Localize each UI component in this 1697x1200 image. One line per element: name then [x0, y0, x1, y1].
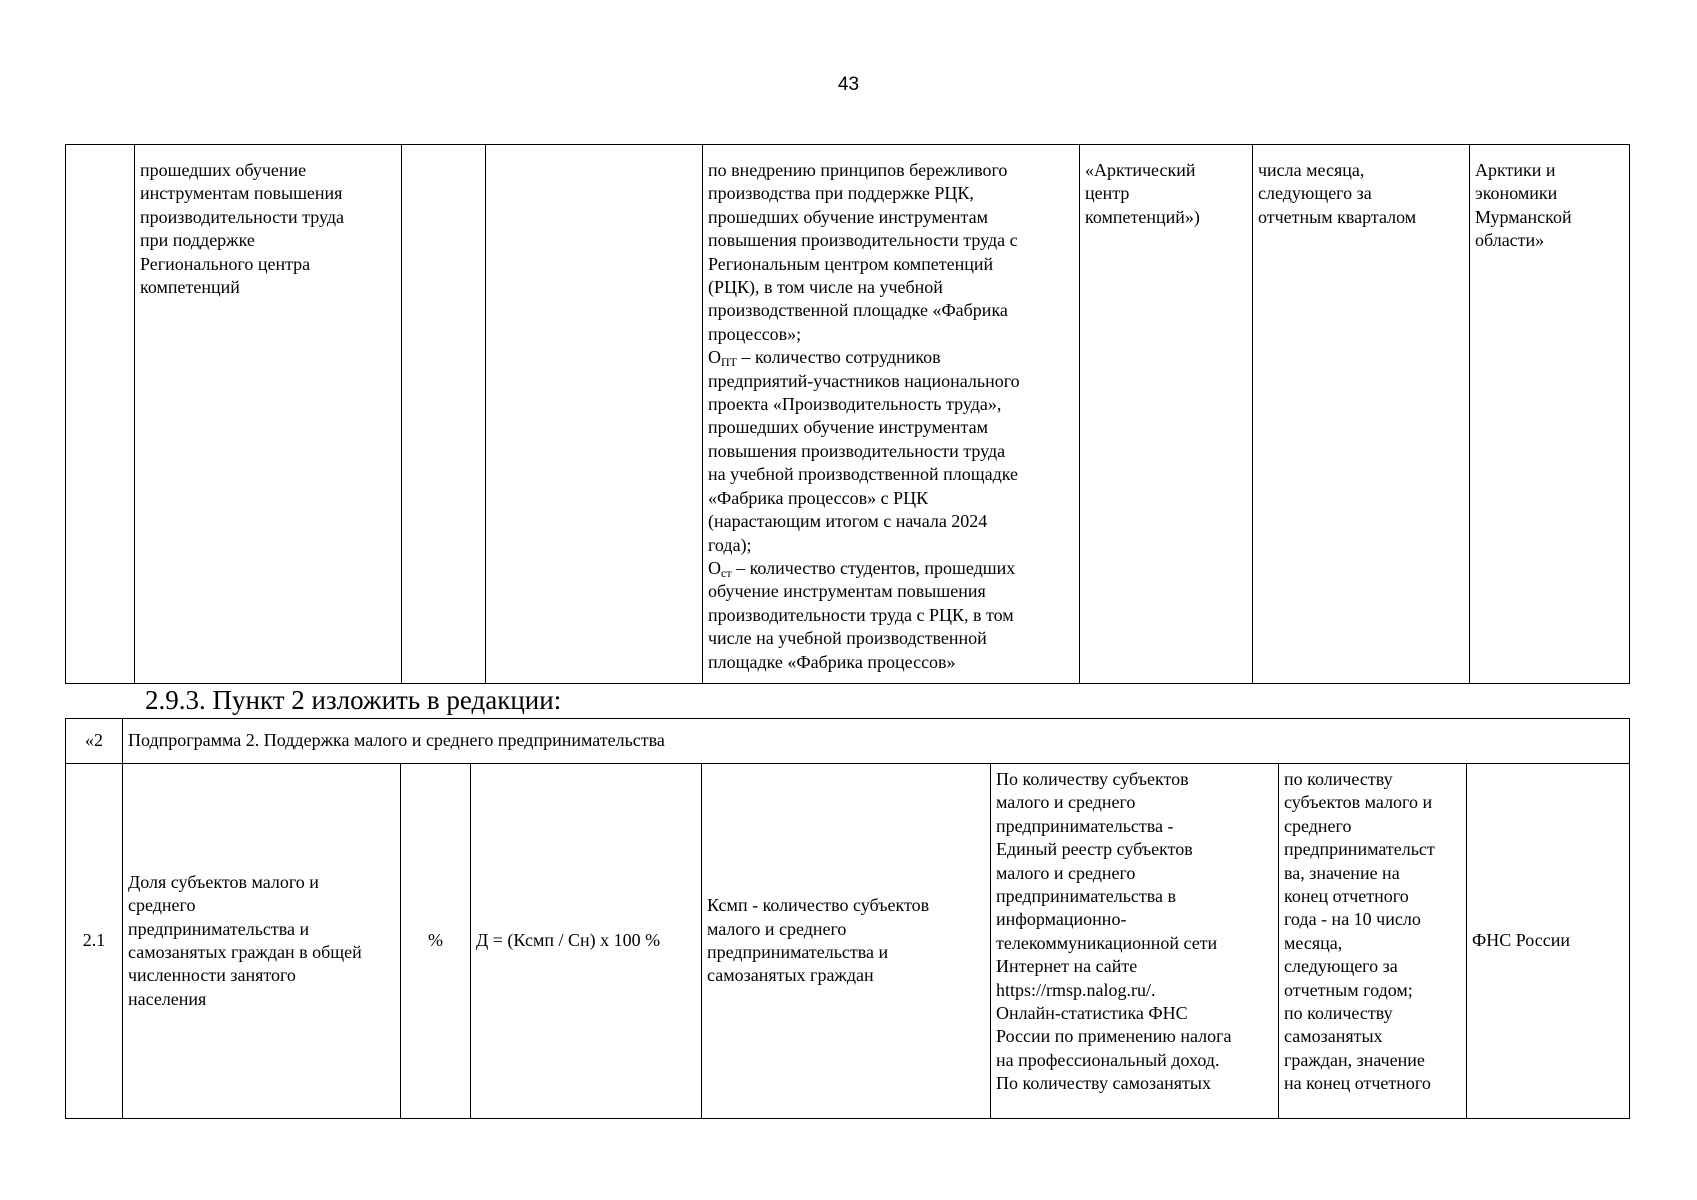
variables-cell [703, 145, 1080, 684]
responsible-cell: ФНС России [1467, 764, 1630, 1119]
table-row [66, 764, 1630, 1119]
row-number-cell: 2.1 [66, 764, 123, 1119]
subprogram-number: «2 [66, 719, 123, 764]
unit-cell [402, 145, 486, 684]
section-heading: 2.9.3. Пункт 2 изложить в редакции: [145, 685, 562, 715]
timing-cell: по количеству субъектов малого и среднего предпринимательст ва, значение на конец отчетного года - на 10 число месяца, следующего за отчетным годом; по количеству самозанятых граждан, значение на конец отчетного [1279, 764, 1467, 1119]
subprogram-row [66, 719, 1630, 764]
subprogram-table [65, 718, 1630, 1119]
variable-opt-letter: О [708, 347, 721, 368]
table-row [66, 145, 1630, 684]
indicator-name-cell: прошедших обучение инструментам повышения производительности труда при поддержке Регионального центра компетенций [135, 145, 402, 684]
variable-opt-subscript: ПТ [721, 355, 737, 370]
indicator-name-cell: Доля субъектов малого и среднего предпринимательства и самозанятых граждан в общей численности занятого населения [123, 764, 401, 1119]
timing-cell: числа месяца, следующего за отчетным кварталом [1253, 145, 1470, 684]
page-number: 43 [837, 74, 860, 95]
subprogram-title: Подпрограмма 2. Поддержка малого и среднего предпринимательства [123, 719, 1630, 764]
variables-text-3: – количество студентов, прошедших обучение инструментам повышения производительности труда с РЦК, в том числе на учебной производственной площадке «Фабрика процессов» [708, 557, 1016, 672]
data-source-cell: «Арктический центр компетенций») [1080, 145, 1253, 684]
row-number-cell [66, 145, 135, 684]
formula-cell: Д = (Ксмп / Сн) х 100 % [471, 764, 702, 1119]
unit-cell: % [401, 764, 471, 1119]
formula-cell [486, 145, 703, 684]
variable-ost-subscript: ст [721, 565, 732, 580]
variables-cell: Ксмп - количество субъектов малого и среднего предпринимательства и самозанятых граждан [702, 764, 991, 1119]
responsible-cell: Арктики и экономики Мурманской области» [1470, 145, 1630, 684]
variables-text-2: – количество сотрудников предприятий-участников национального проекта «Производительность труда», прошедших обучение инструментам повышения производительности труда на учебной производственной площадке «Фабрика процессов» с РЦК (нарастающим итогом с начала 2024 года); [708, 347, 1020, 555]
data-source-cell: По количеству субъектов малого и среднего предпринимательства - Единый реестр субъектов малого и среднего предпринимательства в информационно- телекоммуникационной сети Интернет на сайте https://rmsp.nalog.ru/. Онлайн-статистика ФНС России по применению налога на профессиональный доход. По количеству самозанятых [991, 764, 1279, 1119]
variable-ost-letter: О [708, 557, 721, 578]
indicator-table-continued [65, 144, 1630, 684]
variables-text-1: по внедрению принципов бережливого производства при поддержке РЦК, прошедших обучение инструментам повышения производительности труда с Региональным центром компетенций (РЦК), в том числе на учебной производственной площадке «Фабрика процессов»; [708, 160, 1018, 344]
